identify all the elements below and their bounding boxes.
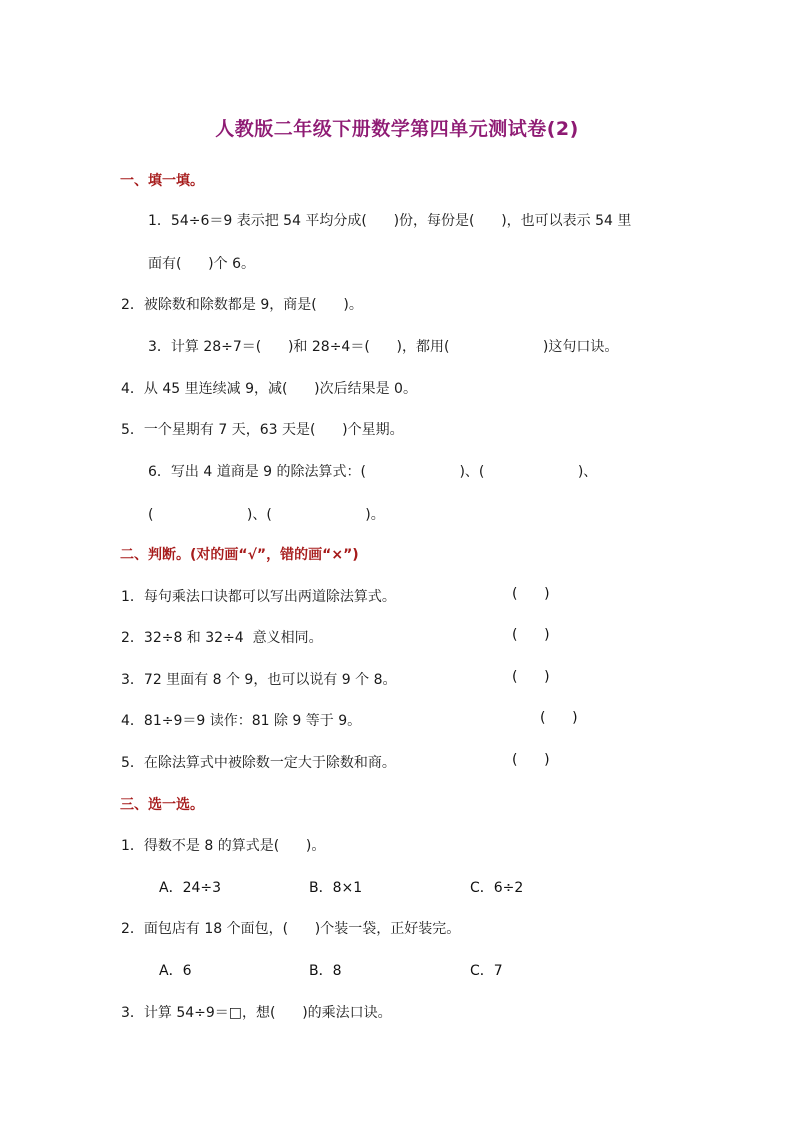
- choose-question-1-option-a: A．24÷3: [159, 880, 222, 896]
- fill-question-2: 2．被除数和除数都是 9，商是( )。: [121, 297, 363, 313]
- choose-question-1: 1．得数不是 8 的算式是( )。: [121, 838, 326, 854]
- page-title: 人教版二年级下册数学第四单元测试卷(2): [215, 118, 579, 140]
- fill-question-1-line-2: 面有( )个 6。: [148, 256, 255, 272]
- choose-question-1-option-b: B．8×1: [309, 880, 363, 896]
- judge-item-1: 1．每句乘法口诀都可以写出两道除法算式。: [121, 589, 396, 605]
- section-choose-heading: 三、选一选。: [120, 797, 204, 813]
- choose-question-2-option-c: C．7: [470, 963, 503, 979]
- fill-question-3: 3．计算 28÷7＝( )和 28÷4＝( )，都用( )这句口诀。: [148, 339, 619, 355]
- section-judge-heading: 二、判断。(对的画“√”，错的画“×”): [120, 547, 359, 563]
- fill-question-6-line-1: 6．写出 4 道商是 9 的除法算式：( )、( )、: [148, 464, 598, 480]
- judge-item-4-answer-paren: ( ): [540, 710, 578, 726]
- judge-item-1-answer-paren: ( ): [512, 586, 550, 602]
- choose-question-1-option-c: C．6÷2: [470, 880, 524, 896]
- judge-item-4: 4．81÷9＝9 读作：81 除 9 等于 9。: [121, 713, 362, 729]
- section-fill-heading: 一、填一填。: [120, 173, 204, 189]
- fill-question-6-line-2: ( )、( )。: [148, 507, 385, 523]
- choose-question-2-option-a: A．6: [159, 963, 192, 979]
- fill-question-1-line-1: 1．54÷6＝9 表示把 54 平均分成( )份，每份是( )，也可以表示 54 里: [148, 213, 632, 229]
- judge-item-3-answer-paren: ( ): [512, 669, 550, 685]
- judge-item-3: 3．72 里面有 8 个 9，也可以说有 9 个 8。: [121, 672, 397, 688]
- choose-question-2-option-b: B．8: [309, 963, 342, 979]
- choose-question-3: 3．计算 54÷9＝□，想( )的乘法口诀。: [121, 1005, 392, 1021]
- fill-question-5: 5．一个星期有 7 天，63 天是( )个星期。: [121, 422, 404, 438]
- judge-item-2: 2．32÷8 和 32÷4 意义相同。: [121, 630, 323, 646]
- judge-item-5: 5．在除法算式中被除数一定大于除数和商。: [121, 755, 396, 771]
- fill-question-4: 4．从 45 里连续减 9，减( )次后结果是 0。: [121, 381, 417, 397]
- judge-item-5-answer-paren: ( ): [512, 752, 550, 768]
- judge-item-2-answer-paren: ( ): [512, 627, 550, 643]
- choose-question-2: 2．面包店有 18 个面包，( )个装一袋，正好装完。: [121, 921, 461, 937]
